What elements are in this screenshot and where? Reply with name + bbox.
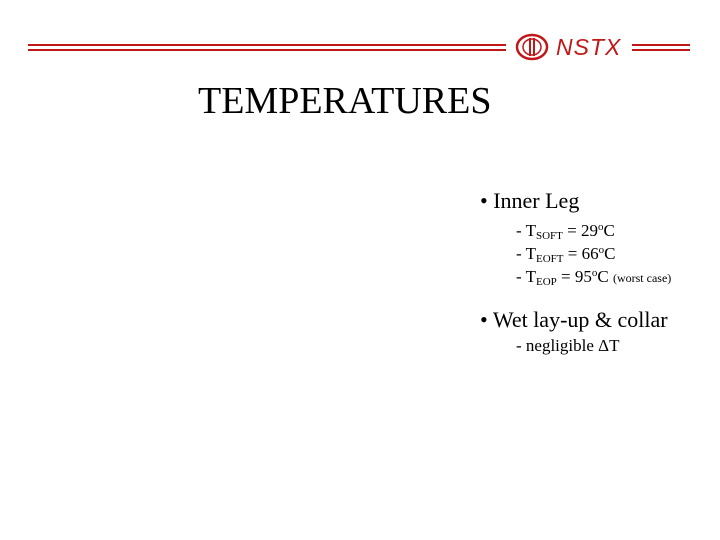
nstx-logo-icon [515,33,549,61]
bullet-text: Wet lay-up & collar [492,307,668,332]
item-degree: o [598,221,604,233]
header-rule-left [28,44,506,51]
header-rule-right [632,44,690,51]
item-note: (worst case) [612,271,672,285]
bullet-marker: • [480,307,493,332]
item-prefix: - T [516,244,536,263]
bullet-wet-layup [480,307,668,333]
item-text: - negligible ΔT [516,336,620,355]
item-subscript: SOFT [536,230,563,242]
list-item-negligible [516,336,619,356]
item-unit: C [603,221,615,240]
item-unit: C [604,244,616,263]
list-item-teop [516,263,671,292]
item-value: = 29 [562,221,598,240]
item-value: = 66 [563,244,599,263]
bullet-text: Inner Leg [493,188,580,213]
item-degree: o [598,244,605,256]
item-unit: C [597,267,609,286]
logo-text: NSTX [556,34,622,60]
bullet-marker: • [480,188,494,213]
page-title: TEMPERATURES [198,80,492,122]
item-prefix: - T [516,267,536,286]
item-value: = 95 [556,267,592,286]
item-subscript: EOP [536,276,557,288]
item-subscript: EOFT [536,253,564,265]
item-prefix: - T [516,221,536,240]
bullet-inner-leg [480,188,579,214]
item-degree: o [591,267,598,279]
